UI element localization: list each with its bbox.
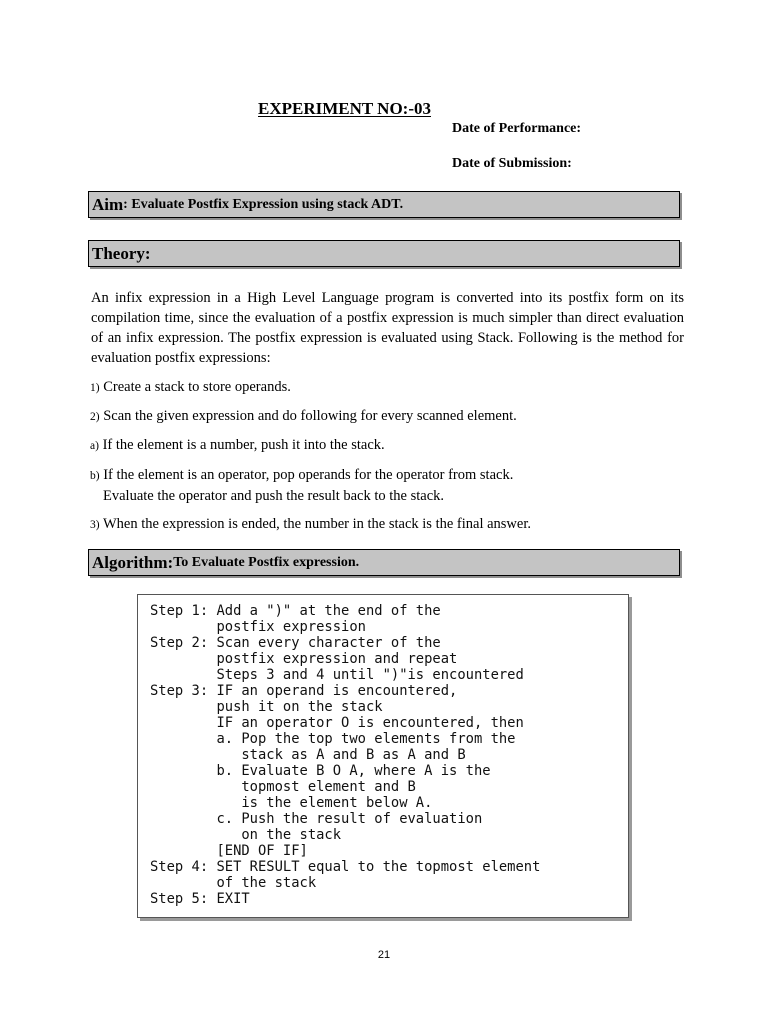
- date-of-performance-label: Date of Performance:: [452, 121, 582, 136]
- aim-section-bar: [88, 191, 680, 218]
- item-text: Create a stack to store operands.: [99, 379, 291, 395]
- item-number: b): [90, 470, 100, 482]
- page-number: 21: [377, 949, 391, 961]
- theory-list-item: [90, 465, 513, 506]
- item-number: 2): [90, 411, 100, 423]
- date-of-submission-label: Date of Submission:: [452, 156, 572, 171]
- theory-heading: Theory:: [92, 243, 151, 263]
- theory-list-item: [90, 406, 517, 427]
- item-text: If the element is an operator, pop operands for the operator from stack.: [99, 467, 514, 483]
- algorithm-section-bar: [88, 549, 680, 576]
- theory-list-item: [90, 435, 385, 456]
- theory-section-bar: [88, 240, 680, 267]
- item-number: a): [90, 440, 99, 452]
- item-text: Scan the given expression and do following for every scanned element.: [99, 408, 517, 424]
- item-text: If the element is a number, push it into the stack.: [98, 437, 385, 453]
- item-number: 3): [90, 519, 100, 531]
- algorithm-code-box: [137, 594, 629, 918]
- algorithm-subtitle: To Evaluate Postfix expression.: [173, 554, 360, 570]
- experiment-title: EXPERIMENT NO:-03: [258, 99, 431, 118]
- aim-text: : Evaluate Postfix Expression using stack ADT.: [123, 196, 404, 212]
- theory-paragraph: An infix expression in a High Level Language program is converted into its postfix form on its compilation time, since the evaluation of a postfix expression is much simpler than direct evaluation of an infix expression. The postfix expression is evaluated using Stack. Following is the method for evaluation postfix expressions:: [91, 290, 684, 366]
- algorithm-heading: Algorithm:: [92, 552, 174, 572]
- aim-heading: Aim: [92, 194, 124, 214]
- theory-list-item: [90, 514, 531, 535]
- algorithm-code: Step 1: Add a ")" at the end of the postfix expression Step 2: Scan every character of the postfix expression and repeat Steps 3 and 4 until ")"is encountered Step 3: IF an operand is encountered, push it on the stack IF an operator O is encountered, then a. Pop the top two elements from the stack as A and B as A and B b. Evaluate B O A, where A is the topmost element and B is the element below A. c. Push the result of evaluation on the stack [END OF IF] Step 4: SET RESULT equal to the topmost element of the stack Step 5: EXIT: [150, 603, 541, 907]
- item-continuation: Evaluate the operator and push the result back to the stack.: [103, 488, 445, 504]
- item-number: 1): [90, 382, 100, 394]
- theory-list-item: [90, 377, 291, 398]
- item-text: When the expression is ended, the number in the stack is the final answer.: [99, 516, 531, 532]
